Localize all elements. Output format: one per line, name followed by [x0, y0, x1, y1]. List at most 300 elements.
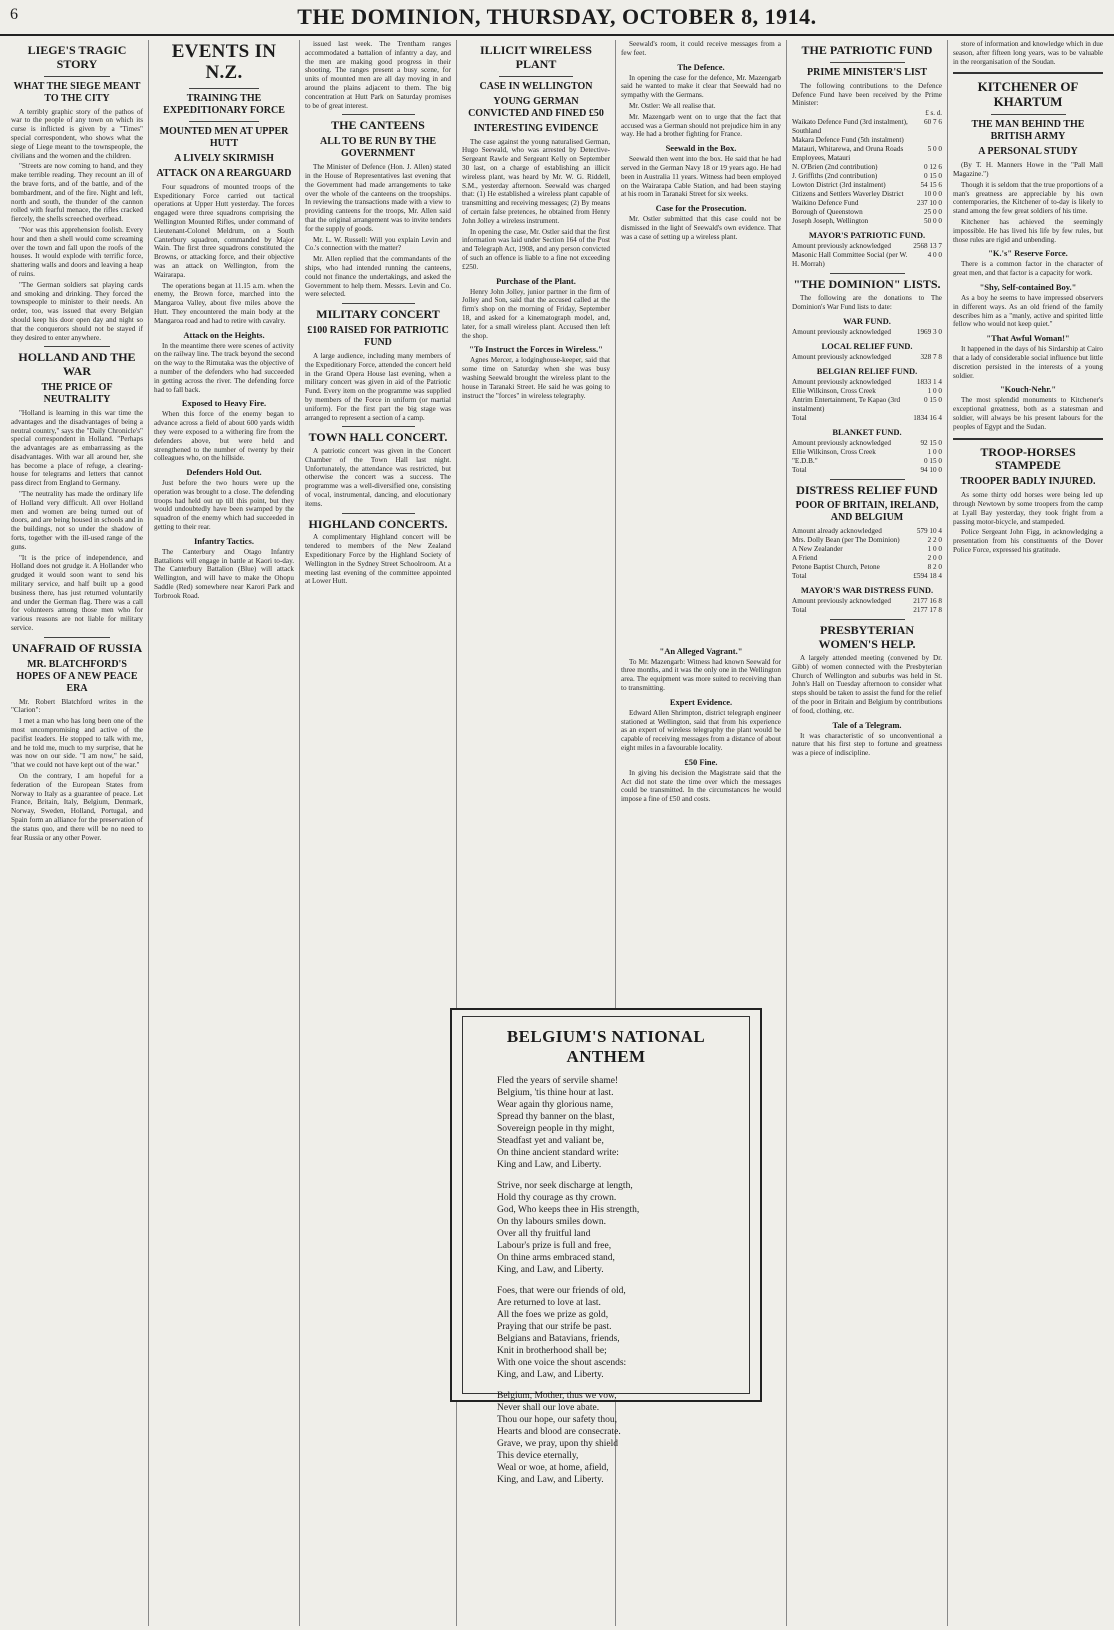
- paragraph: In the meantime there were scenes of activity on the railway line. The track beyond the second on the way to the Rimutaka was the objective of a number of the defenders who had succeeded in getting across the river. The defending force had to fall back.: [154, 341, 294, 394]
- ledger-row: [792, 545, 942, 554]
- stampede-headline: TROOP-HORSES STAMPEDE: [980, 444, 1076, 473]
- column-1: [6, 40, 149, 1626]
- paragraph: "Holland is learning in this war time the advantages and the disadvantages of being a neutral country," says the "Daily Chronicle's" special correspondent in Holland. "Perhaps the advantages are as embarrassing as the disadvantages. With war all around her, she has become a place of refuge, a clearing-house for telegrams and letters that cannot pass direct from England to Germany.: [11, 408, 143, 488]
- wireless-article: [621, 709, 781, 753]
- distress-fund-headline: DISTRESS RELIEF FUND: [796, 482, 938, 497]
- ledger-row: [792, 396, 942, 414]
- section-heading: Purchase of the Plant.: [496, 275, 576, 286]
- paragraph: Just before the two hours were up the operation was brought to a close. The defending troops had held out up till this point, but they would undoubtedly have been swamped by the squadron of the enemy which had succeeded in getting to their rear.: [154, 479, 294, 532]
- ledger-row: [792, 181, 942, 190]
- divider: [189, 88, 259, 89]
- kitchener-subhead: A PERSONAL STUDY: [978, 146, 1078, 158]
- distress-fund-table: [792, 527, 942, 581]
- anthem-line: Grave, we pray, upon thy shield: [497, 1439, 619, 1449]
- anthem-line: Spread thy banner on the blast,: [497, 1112, 615, 1122]
- ledger-row: [792, 563, 942, 572]
- ledger-amount: 2 2 0: [927, 536, 942, 545]
- ledger-amount: 60 7 6: [924, 118, 942, 127]
- divider: [830, 273, 905, 274]
- holland-subhead: THE PRICE OF NEUTRALITY: [41, 381, 113, 405]
- anthem-line: Foes, that were our friends of old,: [497, 1286, 626, 1296]
- anthem-line: With one voice the shout ascends:: [497, 1358, 627, 1368]
- ledger-amount: 1834 16 4: [913, 413, 942, 422]
- anthem-line: Labour's prize is full and free,: [497, 1241, 612, 1251]
- ledger-amount: [914, 136, 942, 145]
- ledger-row: [792, 353, 942, 362]
- ledger-donor: Amount previously acknowledged: [792, 242, 892, 251]
- ledger-amount: 1 0 0: [927, 545, 942, 554]
- section-heading: "An Alleged Vagrant.": [659, 645, 743, 656]
- mayor-war-table: [792, 597, 942, 615]
- unafraid-article: [11, 698, 143, 843]
- wireless-article: [621, 769, 781, 804]
- kitchener-subhead: THE MAN BEHIND THE BRITISH ARMY: [971, 119, 1085, 143]
- ledger-row: [792, 217, 942, 226]
- divider: [342, 426, 415, 427]
- military-concert-headline: MILITARY CONCERT: [316, 307, 440, 322]
- anthem-stanza: [497, 1180, 739, 1276]
- paragraph: In opening the case for the defence, Mr. Mazengarb said he wanted to make it clear that Seewald had no sympathy with the Germans.: [621, 73, 781, 100]
- paragraph: The Canterbury and Otago Infantry Battalions will engage in battle at Kaori to-day. The Canterbury Battalion (Blue) will attack Wellington, and will have to make the Ohopu Saddle (Red) somewhere near Karori Park and Torbrook Road.: [154, 547, 294, 600]
- fund-heading: WAR FUND.: [843, 315, 891, 326]
- ledger-row: [792, 328, 942, 337]
- ledger-amount: 54 15 6: [920, 181, 942, 190]
- events-article: [154, 479, 294, 532]
- highland-article: [305, 533, 451, 586]
- ledger-amount: 1969 3 0: [916, 327, 942, 336]
- wireless-article: [462, 288, 610, 341]
- anthem-line: This device eternally,: [497, 1451, 579, 1461]
- paragraph: On the contrary, I am hopeful for a federation of the European States from Norway to Italy as a guarantee of peace. Let France, Britain, Italy, Belgium, Denmark, Norway, Sweden, Holland, Portugal, and Spain form an alliance for the preservation of the status quo, and there will be no need to fear Russia or any other Power.: [11, 772, 143, 842]
- anthem-line: Wear again thy glorious name,: [497, 1100, 614, 1110]
- wireless-article: [621, 215, 781, 241]
- anthem-line: Strive, nor seek discharge at length,: [497, 1181, 633, 1191]
- paragraph: "The German soldiers sat playing cards and smoking and drinking. They forced the townspeople to minister to their needs. An order, too, was issued that every Belgian should keep his door open day and night so that the conquerors should not be stayed if they desired to enter anywhere.: [11, 280, 143, 342]
- military-concert-subhead: £100 RAISED FOR PATRIOTIC FUND: [307, 324, 449, 348]
- section-heading: "Kouch-Nehr.": [999, 384, 1057, 395]
- divider: [44, 346, 110, 347]
- anthem-line: All the foes we prize as gold,: [497, 1310, 609, 1320]
- paragraph: A largely attended meeting (convened by Dr. Gibb) of women connected with the Presbyterian Church of Wellington and suburbs was held in St. John's Hall on Tuesday afternoon to consider what steps should be taken to assist the fund for the relief of the poor in Britain and Belgium by contributions of food, clothing, etc.: [792, 653, 942, 715]
- ledger-row: [792, 572, 942, 581]
- section-heading: Case for the Prosecution.: [655, 203, 747, 214]
- ledger-amount: 50 0 0: [924, 217, 942, 226]
- ledger-row: [792, 251, 942, 269]
- anthem-line: On thy labours smiles down.: [497, 1217, 606, 1227]
- events-article: [154, 342, 294, 395]
- ledger-row: [792, 597, 942, 606]
- page-title: THE DOMINION, THURSDAY, OCTOBER 8, 1914.: [297, 4, 817, 29]
- ledger-amount: 94 10 0: [920, 465, 942, 474]
- highland-headline: HIGHLAND CONCERTS.: [308, 516, 448, 531]
- blanket-fund-table: [792, 439, 942, 475]
- paragraph: Four squadrons of mounted troops of the Expeditionary Force carried out tactical operations at Upper Hutt yesterday. The forces engaged were three squadrons comprising the Wellington Mounted Rifles, under command of Lieutenant-Colonel Meldrum, on a South Canterbury squadron, commanded by Major Wain. The first three squadrons constituted the Browns, or attacking force, and their objective was an attack on Wellington, from the Wairarapa.: [154, 182, 294, 279]
- continued-article: [305, 40, 451, 110]
- anthem-line: King, and Law, and Liberty.: [497, 1475, 604, 1485]
- ledger-donor: Total: [792, 413, 807, 422]
- ledger-amount: 2 0 0: [927, 554, 942, 563]
- ledger-donor: Amount previously acknowledged: [792, 597, 892, 606]
- continued-article: [953, 40, 1103, 66]
- section-heading: £50 Fine.: [684, 756, 718, 767]
- events-subhead: A LIVELY SKIRMISH: [174, 152, 274, 164]
- paragraph: Mr. Ostler submitted that this case could not be dismissed in the light of Seewald's own evidence. That was a case of setting up a wireless plant.: [621, 215, 781, 241]
- fund-heading: BLANKET FUND.: [832, 426, 902, 437]
- war-fund-table: [792, 328, 942, 337]
- fund-heading: LOCAL RELIEF FUND.: [821, 340, 913, 351]
- ledger-donor: Waikino Defence Fund: [792, 199, 859, 208]
- paragraph: The operations began at 11.15 a.m. when the enemy, the Brown force, marched into the Mangaroa Valley, about five miles above the Hutt. They encountered the main body at the Mangaroa road and had to retire with cavalry.: [154, 281, 294, 325]
- dominion-intro: The following are the donations to The Dominion's War Fund lists to date:: [792, 293, 942, 311]
- ledger-donor: Waikato Defence Fund (3rd instalment), Southland: [792, 118, 908, 136]
- paragraph: "It is the price of independence, and Holland does not grudge it. A Hollander who grudged it would soon want to send his military service, and half built up a good business there, has just returned voluntarily and under the German flag. There was a call for volunteers among those men who for various reasons are not liable for military service.: [11, 553, 143, 633]
- divider: [342, 114, 415, 115]
- anthem-line: On thine arms embraced stand,: [497, 1253, 615, 1263]
- wireless-article: [462, 356, 610, 400]
- anthem-line: Never shall our love abate.: [497, 1403, 600, 1413]
- paragraph: The most splendid monuments to Kitchener's exceptional greatness, both as a statesman and soldier, will always be his present labours for the peoples of Egypt and the Sudan.: [953, 396, 1103, 431]
- ledger-row: [792, 387, 942, 396]
- paragraph: Police Sergeant John Figg, in acknowledging a presentation from his constituents of the Dover Police Force, expressed his gratitude.: [953, 528, 1103, 554]
- anthem-line: Belgium, Mother, thus we vow,: [497, 1391, 617, 1401]
- ledger-donor: N. O'Brien (2nd contribution): [792, 163, 878, 172]
- divider: [342, 513, 415, 514]
- ledger-amount: 1 0 0: [927, 447, 942, 456]
- section-heading: Infantry Tactics.: [194, 535, 254, 546]
- paragraph: As a boy he seems to have impressed observers in different ways. As an old friend of the family describes him as a "manly, active and spirited little fellow who would not keep quiet.": [953, 294, 1103, 329]
- paragraph: Seewald's room, it could receive messages from a few feet.: [621, 40, 781, 57]
- anthem-line: Are returned to love at last.: [497, 1298, 601, 1308]
- section-heading: "That Awful Woman!": [986, 333, 1070, 344]
- anthem-line: Belgians and Batavians, friends,: [497, 1334, 620, 1344]
- paragraph: store of information and knowledge which in due season, after fifteen long years, was to be valuable in the reorganisation of the Soudan.: [953, 40, 1103, 66]
- ledger-donor: Total: [792, 465, 807, 474]
- ledger-amount: 0 15 0: [924, 172, 942, 181]
- kitchener-article: [953, 345, 1103, 380]
- fund-heading: BELGIAN RELIEF FUND.: [816, 365, 918, 376]
- ledger-row: [792, 199, 942, 208]
- canteens-headline: THE CANTEENS: [331, 118, 425, 133]
- ledger-donor: Borough of Queenstown: [792, 208, 863, 217]
- ledger-row: [792, 163, 942, 172]
- ledger-amount: 5 0 0: [927, 145, 942, 154]
- ledger-donor: Lowton District (3rd instalment): [792, 181, 886, 190]
- divider: [342, 303, 415, 304]
- wireless-headline: ILLICIT WIRELESS PLANT: [480, 43, 592, 71]
- paragraph: Seewald then went into the box. He said that he had served in the German Navy 18 or 19 years ago. He had been in Australia 11 years. Witness had been employed on the Wairarapa Cable Station, and had been staying at his room in Taranaki Street for six weeks.: [621, 155, 781, 199]
- continued-article: [621, 40, 781, 58]
- ledger-donor: Amount previously acknowledged: [792, 327, 892, 336]
- townhall-article: [305, 447, 451, 509]
- column-7: [948, 40, 1108, 1626]
- belgian-fund-table: [792, 378, 942, 423]
- divider: [189, 121, 259, 122]
- ledger-row: [792, 242, 942, 251]
- section-heading: Seewald in the Box.: [665, 143, 737, 154]
- page-number: 6: [10, 6, 18, 23]
- kitchener-article: [953, 294, 1103, 329]
- ledger-row: [792, 118, 942, 136]
- ledger-amount: 328 7 8: [920, 352, 942, 361]
- patriotic-fund-subhead: PRIME MINISTER'S LIST: [806, 66, 928, 78]
- anthem-title: BELGIUM'S NATIONAL ANTHEM: [506, 1027, 706, 1066]
- wireless-article: [621, 74, 781, 140]
- section-heading: Tale of a Telegram.: [832, 719, 902, 730]
- divider: [953, 72, 1103, 74]
- kitchener-article: [953, 161, 1103, 244]
- paragraph: Edward Allen Shrimpton, district telegraph engineer stationed at Wellington, said that from his experience as an expert of wireless telegraphy the plant would be capable of receiving messages from a distance of about eight miles in a favourable locality.: [621, 708, 781, 752]
- paragraph: "Streets are now coming to hand, and they make terrible reading. They recount an ill of the brave forts, and of the battle, and of the bombardment, and of the fire. Night and left, north and south, the thunder of the cannon rolled with fearful menace, the rifles cracked fiercely, the shells screeched overhead.: [11, 162, 143, 224]
- ledger-donor: Antrim Entertainment, Te Kapao (3rd instalment): [792, 395, 901, 413]
- liege-headline: LIEGE'S TRAGIC STORY: [27, 43, 127, 71]
- fund-heading: MAYOR'S PATRIOTIC FUND.: [808, 230, 926, 241]
- anthem-line: Belgium, 'tis thine hour at last.: [497, 1088, 614, 1098]
- ledger-amount: 0 15 0: [924, 456, 942, 465]
- section-heading: "Shy, Self-contained Boy.": [979, 282, 1077, 293]
- ledger-amount: 25 0 0: [924, 208, 942, 217]
- ledger-donor: A New Zealander: [792, 545, 843, 554]
- paragraph: There is a common factor in the character of great men, and that factor is a capacity for work.: [953, 260, 1103, 278]
- ledger-donor: Amount previously acknowledged: [792, 438, 892, 447]
- events-subhead: MOUNTED MEN AT UPPER HUTT: [159, 125, 289, 149]
- paragraph: Mr. Robert Blatchford writes in the "Clarion":: [11, 697, 143, 715]
- ledger-amount: 237 10 0: [916, 199, 942, 208]
- ledger-amount: 2177 17 8: [913, 606, 942, 615]
- masthead: [0, 0, 1114, 36]
- currency-header: £ s. d.: [925, 109, 942, 118]
- anthem-line: Steadfast yet and valiant be,: [497, 1136, 604, 1146]
- ledger-donor: Masonic Hall Committee Social (per W. H. Morrah): [792, 251, 908, 269]
- anthem-line: Hearts and blood are consecrate.: [497, 1427, 621, 1437]
- pm-list-table: [792, 118, 942, 226]
- ledger-donor: Amount previously acknowledged: [792, 352, 892, 361]
- ledger-amount: 0 12 6: [924, 163, 942, 172]
- ledger-amount: 2177 16 8: [913, 597, 942, 606]
- wireless-subhead: YOUNG GERMAN CONVICTED AND FINED £50: [468, 95, 604, 119]
- distress-fund-subhead: POOR OF BRITAIN, IRELAND, AND BELGIUM: [795, 500, 939, 524]
- section-heading: Attack on the Heights.: [183, 329, 265, 340]
- divider: [499, 76, 573, 77]
- divider: [991, 114, 1066, 115]
- paragraph: issued last week. The Trentham ranges accommodated a battalion of infantry a day, and the men are making good progress in their shooting. The ranges present a busy scene, for units of mounted men are all day moving in and around the plains adjacent to them. The big concentration at Hutt Park on Saturday promises to be of great interest.: [305, 40, 451, 110]
- anthem-line: Praying that our strife be past.: [497, 1322, 612, 1332]
- ledger-row: [792, 136, 942, 145]
- divider: [953, 438, 1103, 440]
- column-6: [787, 40, 948, 1626]
- paragraph: Though it is seldom that the true proportions of a man's greatness are appreciable by his own contemporaries, the Kitchener of to-day is likely to stand among the few great soldiers of his time.: [953, 180, 1103, 216]
- canteens-article: [305, 163, 451, 299]
- wireless-subhead: CASE IN WELLINGTON: [479, 80, 593, 92]
- ledger-amount: 579 10 4: [916, 527, 942, 536]
- ledger-donor: Total: [792, 572, 807, 581]
- ledger-row: [792, 457, 942, 466]
- anthem-line: Thou our hope, our safety thou,: [497, 1415, 618, 1425]
- patriotic-intro: The following contributions to the Defence Defence Fund have been received by the Prime Minister:: [792, 81, 942, 108]
- ledger-donor: Petone Baptist Church, Petone: [792, 563, 880, 572]
- ledger-row: [792, 208, 942, 217]
- paragraph: When this force of the enemy began to advance across a field of about 600 yards width they were exposed to a withering fire from the defenders above, but were held and strengthened to the number of twenty by their colleagues who, on the hillside.: [154, 410, 294, 463]
- anthem-line: Over all thy fruitful land: [497, 1229, 591, 1239]
- paragraph: "Nor was this apprehension foolish. Every hour and then a shell would come screaming over the town and fall upon the roofs of the houses. It would explode with terrific force, shattering walls and doors and leaving a heap of ruins.: [11, 225, 143, 278]
- ledger-row: [792, 554, 942, 563]
- section-heading: Exposed to Heavy Fire.: [181, 398, 267, 409]
- liege-article: [11, 108, 143, 343]
- ledger-donor: Matauri, Whitarewa, and Oruna Roads Employees, Matauri: [792, 145, 904, 163]
- anthem-line: God, Who keeps thee in His strength,: [497, 1205, 640, 1215]
- column-3: [300, 40, 457, 1626]
- wireless-article: [621, 658, 781, 693]
- paragraph: A large audience, including many members of the Expeditionary Force, attended the concert held in the Grand Opera House last evening, when a military concert was given in aid of the Patriotic Fund. Every item on the programme was supplied by members of the Force in uniform (or martial uniform). For the first part the big stage was arranged to represent a section of a camp.: [305, 351, 451, 422]
- ledger-row: [792, 378, 942, 387]
- anthem-line: King and Law, and Liberty.: [497, 1160, 602, 1170]
- ledger-amount: 10 0 0: [924, 190, 942, 199]
- events-headline: EVENTS IN N.Z.: [171, 41, 277, 83]
- paragraph: Agnes Mercer, a lodginghouse-keeper, said that some time on Saturday when she was busy washing Seewald brought the wireless plant to the house in Taranaki Street. He said he was going to instruct the "forces" in wireless telegraphy.: [462, 356, 610, 400]
- divider: [44, 76, 110, 77]
- paragraph: Mr. Ostler: We all realise that.: [629, 101, 716, 110]
- anthem-line: King, and Law, and Liberty.: [497, 1265, 604, 1275]
- anthem-box: [450, 1008, 762, 1485]
- paragraph: In giving his decision the Magistrate said that the Act did not state the time over which the messages could be transmitted. In the circumstances he would impose a fine of £50 and costs.: [621, 768, 781, 804]
- ledger-donor: Ellie Wilkinson, Cross Creek: [792, 386, 876, 395]
- events-article: [154, 410, 294, 463]
- divider: [830, 62, 905, 63]
- military-concert-article: [305, 352, 451, 422]
- anthem-space: [621, 242, 781, 642]
- ledger-donor: A Friend: [792, 554, 818, 563]
- divider: [44, 637, 110, 638]
- paragraph: The Minister of Defence (Hon. J. Allen) stated in the House of Representatives last evening that the Government had made arrangements to take over the whole of the canteens on the troopships. In reviewing the transactions made with a view to providing canteens for the troops, Mr. Allen said that the original arrangement was to invite tenders for the supply of goods.: [305, 163, 451, 233]
- mayor-list-table: [792, 242, 942, 269]
- divider: [830, 479, 905, 480]
- divider: [830, 619, 905, 620]
- ledger-amount: 4 0 0: [927, 251, 942, 260]
- ledger-amount: £594 18 4: [913, 572, 942, 581]
- kitchener-headline: KITCHENER OF KHARTUM: [977, 79, 1079, 110]
- unafraid-subhead: MR. BLATCHFORD'S HOPES OF A NEW PEACE ERA: [16, 658, 138, 694]
- ledger-donor: Ellie Wilkinson, Cross Creek: [792, 447, 876, 456]
- kitchener-article: [953, 260, 1103, 278]
- holland-article: [11, 409, 143, 633]
- dominion-lists-headline: "THE DOMINION" LISTS.: [793, 277, 941, 292]
- paragraph: Kitchener has achieved the seemingly impossible. He has lived his life by few rules, but those rules are rigid and unbending.: [953, 218, 1103, 244]
- ledger-row: [792, 448, 942, 457]
- ledger-donor: Amount previously acknowledged: [792, 377, 892, 386]
- anthem-line: Hold thy courage as thy crown.: [497, 1193, 617, 1203]
- ledger-donor: Total: [792, 606, 807, 615]
- events-subhead: ATTACK ON A REARGUARD: [156, 167, 292, 179]
- paragraph: I met a man who has long been one of the most uncompromising and active of the pacifist leaders. He stopped to talk with me, and he told me, much to my surprise, that he was now on our side. "I am now," he said, "that we could not have kept out of the war.": [11, 717, 143, 770]
- events-article: [154, 183, 294, 326]
- ledger-donor: Makara Defence Fund (5th instalment): [792, 136, 904, 145]
- anthem-line: On thine ancient standard write:: [497, 1148, 619, 1158]
- ledger-row: [792, 145, 942, 163]
- paragraph: A complimentary Highland concert will be tendered to members of the New Zealand Expeditionary Force by the Highland Society of Wellington in the Sydney Street Schoolroom. At a meeting last evening of the committee appointed at Lower Hutt.: [305, 533, 451, 586]
- ledger-row: [792, 172, 942, 181]
- section-heading: Defenders Hold Out.: [186, 467, 262, 478]
- ledger-donor: "E.D.B.": [792, 456, 818, 465]
- unafraid-headline: UNAFRAID OF RUSSIA: [11, 640, 143, 655]
- paragraph: Mr. L. W. Russell: Will you explain Levin and Co.'s connection with the matter?: [305, 235, 451, 253]
- events-subhead: TRAINING THE EXPEDITIONARY FORCE: [163, 92, 285, 116]
- section-heading: The Defence.: [677, 61, 725, 72]
- holland-headline: HOLLAND AND THE WAR: [18, 350, 136, 379]
- ledger-row: [792, 606, 942, 615]
- stampede-article: [953, 491, 1103, 555]
- wireless-article: [621, 155, 781, 199]
- fund-heading: MAYOR'S WAR DISTRESS FUND.: [800, 585, 934, 596]
- ledger-row: [792, 536, 942, 545]
- anthem-line: Weal or woe, at home, afield,: [497, 1463, 609, 1473]
- anthem-line: Knit in brotherhood shall be;: [497, 1346, 607, 1356]
- ledger-row: [792, 190, 942, 199]
- ledger-amount: 0 15 0: [924, 395, 942, 404]
- anthem-line: Sovereign people in thy might,: [497, 1124, 615, 1134]
- ledger-row: [792, 527, 942, 536]
- presbyterian-article: [792, 654, 942, 716]
- wireless-article: [462, 138, 610, 272]
- presbyterian-headline: PRESBYTERIAN WOMEN'S HELP.: [818, 623, 916, 652]
- paragraph: The case against the young naturalised German, Hugo Seewald, who was arrested by Detective-Sergeant Rawle and Sergeant Kelly on September 30 last, on a charge of establishing an illicit wireless plant, was heard by Mr. W. G. Riddell, S.M., yesterday afternoon. Seewald was charged that: (1) He established a wireless plant capable of transmitting and receiving messages; (2) By means of certain false pretences, he obtained from Henry John Jolley a wireless instrument.: [462, 137, 610, 225]
- paragraph: A patriotic concert was given in the Concert Chamber of the Town Hall last night. Unfortunately, the attendance was restricted, but otherwise the concert was a success. The programme was a well-diversified one, consisting of vocal, instrumental, dancing, and elocutionary items.: [305, 447, 451, 508]
- anthem-verses: [473, 1075, 739, 1486]
- anthem-stanza: [497, 1075, 739, 1171]
- ledger-amount: 8 2 0: [927, 563, 942, 572]
- anthem-stanza: [497, 1390, 739, 1486]
- paragraph: To Mr. Mazengarb: Witness had known Seewald for three months, and it was the only one in the Wellington area. The equipment was more suited to receiving than to transmitting.: [621, 657, 781, 692]
- anthem-stanza: [497, 1285, 739, 1381]
- ledger-amount: 1 0 0: [927, 386, 942, 395]
- section-heading: "To Instruct the Forces in Wireless.": [469, 344, 603, 355]
- ledger-donor: Amount already acknowledged: [792, 527, 882, 536]
- ledger-row: [792, 439, 942, 448]
- paragraph: (By T. H. Manners Howe in the "Pall Mall Magazine."): [953, 161, 1103, 179]
- ledger-donor: Mrs. Dolly Bean (per The Dominion): [792, 536, 900, 545]
- townhall-headline: TOWN HALL CONCERT.: [308, 430, 448, 445]
- paragraph: In opening the case, Mr. Ostler said that the first information was laid under Section 164 of the Post and Telegraph Act, 1908, and any person convicted of such an offence is liable to a fine not exceeding £250.: [462, 227, 610, 271]
- section-heading: Expert Evidence.: [669, 696, 733, 707]
- kitchener-article: [953, 396, 1103, 431]
- paragraph: Mr. Allen replied that the commandants of the ships, who had intended running the canteens, could not finance the undertakings, and asked the Government to help them. Messrs. Levin and Co. were selected.: [305, 255, 451, 299]
- anthem-line: Fled the years of servile shame!: [497, 1076, 619, 1086]
- paragraph: A terribly graphic story of the pathos of war to the people of any town on which its curse is inflicted is given by a "Times" special correspondent, who shows what the siege of Liege meant to the townspeople, the civilians and the women and the children.: [11, 107, 143, 160]
- ledger-amount: 1833 1 4: [916, 377, 942, 386]
- kitchener-article: [792, 732, 942, 758]
- column-2: [149, 40, 300, 1626]
- paragraph: It happened in the days of his Sirdarship at Cairo that a lady of considerable social influence but little discretion persisted in the interests of a young soldier.: [953, 345, 1103, 380]
- paragraph: Mr. Mazengarb went on to urge that the fact that accused was a German should not prejudice him in any way. He had a brother fighting for France.: [621, 112, 781, 139]
- ledger-amount: 92 15 0: [920, 438, 942, 447]
- anthem-line: King, and Law, and Liberty.: [497, 1370, 604, 1380]
- liege-subhead: WHAT THE SIEGE MEANT TO THE CITY: [13, 80, 141, 104]
- ledger-donor: J. Griffiths (2nd contribution): [792, 172, 878, 181]
- ledger-row: [792, 414, 942, 423]
- paragraph: It was characteristic of so unconventional a nature that his first step to fortune and greatness was a piece of indiscipline.: [792, 731, 942, 758]
- ledger-amount: 2568 13 7: [913, 242, 942, 251]
- ledger-donor: Citizens and Settlers Waverley District: [792, 190, 904, 199]
- canteens-subhead: ALL TO BE RUN BY THE GOVERNMENT: [319, 136, 437, 160]
- local-fund-table: [792, 353, 942, 362]
- paragraph: As some thirty odd horses were being led up through Newtown by some troopers from the camp at Lyall Bay yesterday, they took fright from a passing motor-bicycle, and stampeded.: [953, 491, 1103, 526]
- wireless-subhead: INTERESTING EVIDENCE: [473, 122, 599, 134]
- ledger-donor: Joseph Joseph, Wellington: [792, 217, 869, 226]
- anthem-box-inner: [462, 1016, 750, 1485]
- ledger-row: [792, 466, 942, 475]
- stampede-subhead: TROOPER BADLY INJURED.: [960, 476, 1096, 488]
- patriotic-fund-headline: THE PATRIOTIC FUND: [801, 43, 933, 57]
- events-article: [154, 548, 294, 601]
- paragraph: Henry John Jolley, junior partner in the firm of Jolley and Son, said that the accused called at the firm's shop on the morning of Friday, September 18, and asked for a kinematograph model, and, later, for a small wireless plant. Accused then left the shop.: [462, 287, 610, 340]
